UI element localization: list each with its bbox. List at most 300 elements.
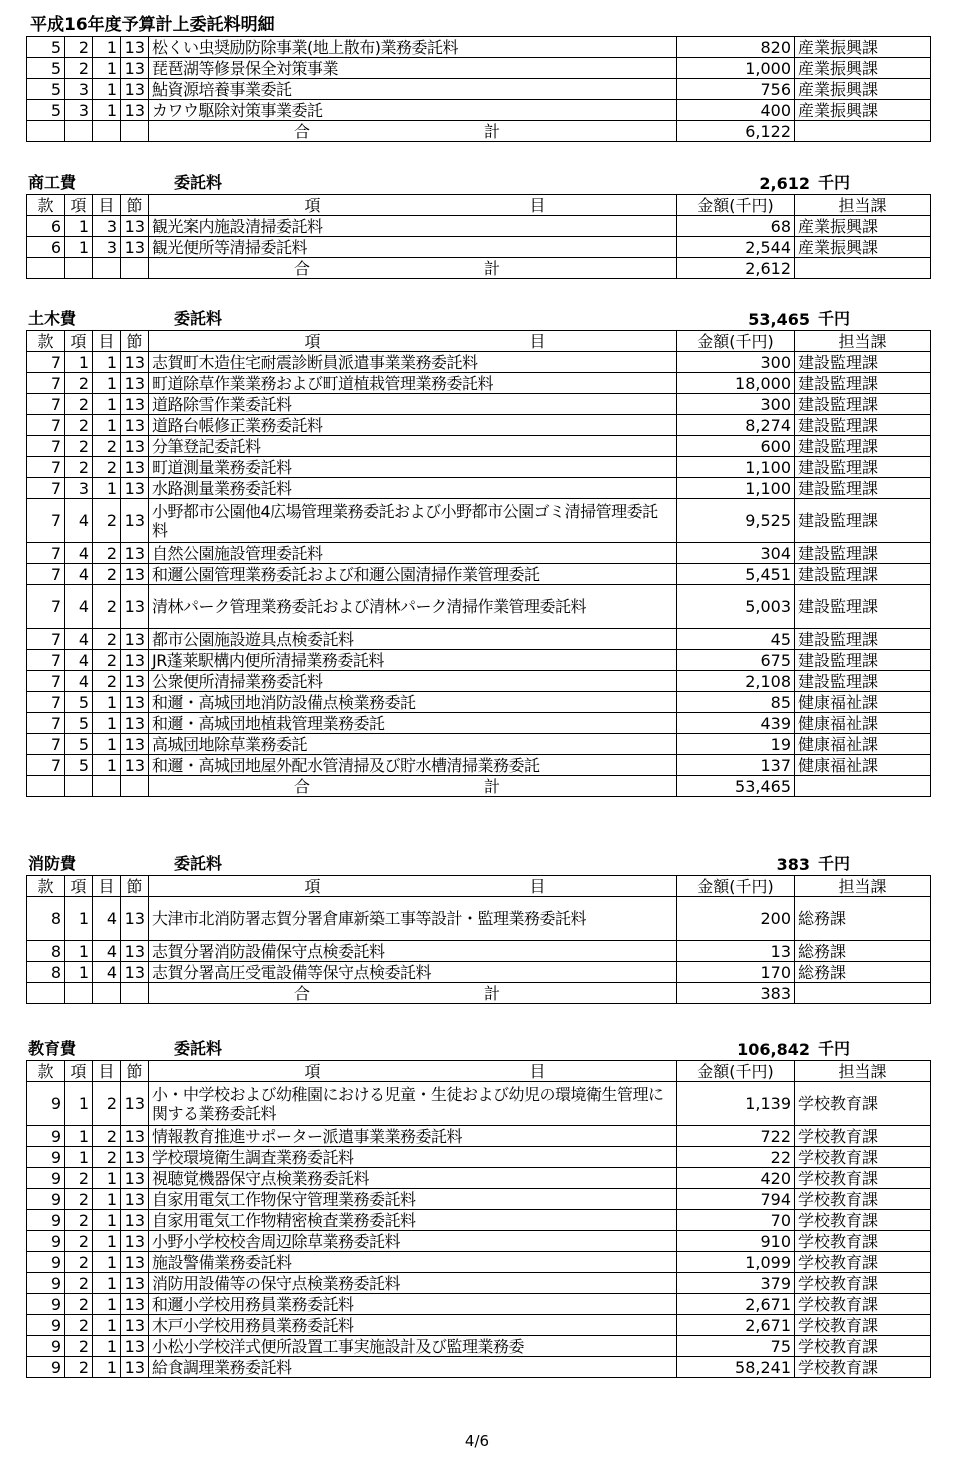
kan-cell: 7 [27, 543, 65, 564]
column-header-item [149, 1061, 677, 1082]
table-row [27, 1252, 931, 1273]
setsu-cell: 13 [121, 897, 149, 941]
kan-cell: 7 [27, 755, 65, 776]
dept-cell: 総務課 [795, 941, 931, 962]
total-label-cell [149, 121, 677, 142]
table-row [27, 1357, 931, 1378]
setsu-cell: 13 [121, 650, 149, 671]
item-name-cell: 観光案内施設清掃委託料 [149, 216, 677, 237]
kou-cell: 2 [65, 1189, 93, 1210]
kan-cell: 7 [27, 499, 65, 543]
section-total: 53,465 [748, 310, 810, 329]
column-header-item-a: 項 [304, 195, 321, 215]
column-header-item [149, 195, 677, 216]
setsu-cell: 13 [121, 1231, 149, 1252]
setsu-cell: 13 [121, 962, 149, 983]
column-header-setsu: 節 [121, 331, 149, 352]
dept-cell: 学校教育課 [795, 1231, 931, 1252]
column-header-amount: 金額(千円) [677, 195, 795, 216]
setsu-cell: 13 [121, 1294, 149, 1315]
moku-cell: 1 [93, 37, 121, 58]
kan-cell: 7 [27, 650, 65, 671]
total-label-cell [149, 983, 677, 1004]
dept-cell: 学校教育課 [795, 1126, 931, 1147]
kou-cell: 2 [65, 58, 93, 79]
setsu-cell: 13 [121, 457, 149, 478]
table-row [27, 1168, 931, 1189]
total-row [27, 258, 931, 279]
kan-cell: 9 [27, 1168, 65, 1189]
amount-cell: 304 [677, 543, 795, 564]
table-row [27, 755, 931, 776]
kou-cell: 4 [65, 650, 93, 671]
item-name-cell: 水路測量業務委託料 [149, 478, 677, 499]
item-name-cell: 視聴覚機器保守点検業務委託料 [149, 1168, 677, 1189]
kou-cell: 2 [65, 1168, 93, 1189]
kan-cell: 6 [27, 237, 65, 258]
dept-cell: 建設監理課 [795, 436, 931, 457]
dept-cell: 産業振興課 [795, 79, 931, 100]
total-amount-cell: 6,122 [677, 121, 795, 142]
setsu-cell: 13 [121, 1189, 149, 1210]
kan-cell: 9 [27, 1210, 65, 1231]
moku-cell: 2 [93, 671, 121, 692]
table-row [27, 962, 931, 983]
column-header-item-b: 目 [529, 331, 546, 351]
item-name-cell: 和邇小学校用務員業務委託料 [149, 1294, 677, 1315]
kou-cell: 2 [65, 373, 93, 394]
column-header-item [149, 876, 677, 897]
item-name-cell: 都市公園施設遊具点検委託料 [149, 629, 677, 650]
table-row [27, 734, 931, 755]
setsu-cell: 13 [121, 373, 149, 394]
moku-cell: 2 [93, 1082, 121, 1126]
section-total: 106,842 [737, 1040, 810, 1059]
item-name-cell: 消防用設備等の保守点検業務委託料 [149, 1273, 677, 1294]
amount-cell: 1,099 [677, 1252, 795, 1273]
kou-cell: 2 [65, 457, 93, 478]
amount-cell: 1,139 [677, 1082, 795, 1126]
column-header-dept: 担当課 [795, 195, 931, 216]
total-label-b: 計 [483, 983, 500, 1003]
kou-cell: 2 [65, 1357, 93, 1378]
moku-cell: 2 [93, 1147, 121, 1168]
empty-cell [27, 776, 65, 797]
budget-table [26, 330, 931, 797]
total-row [27, 776, 931, 797]
dept-cell: 建設監理課 [795, 585, 931, 629]
item-name-cell: 自家用電気工作物精密検査業務委託料 [149, 1210, 677, 1231]
empty-cell [121, 121, 149, 142]
column-header-kan: 款 [27, 1061, 65, 1082]
item-name-cell: 木戸小学校用務員業務委託料 [149, 1315, 677, 1336]
kan-cell: 9 [27, 1357, 65, 1378]
column-header-setsu: 節 [121, 876, 149, 897]
empty-cell [65, 776, 93, 797]
moku-cell: 4 [93, 897, 121, 941]
item-name-cell: 小野都市公園他4広場管理業務委託および小野都市公園ゴミ清掃管理委託料 [149, 499, 677, 543]
kou-cell: 5 [65, 692, 93, 713]
amount-cell: 13 [677, 941, 795, 962]
section-kind: 委託料 [174, 173, 223, 192]
setsu-cell: 13 [121, 352, 149, 373]
kan-cell: 7 [27, 394, 65, 415]
dept-cell: 健康福祉課 [795, 734, 931, 755]
budget-table [26, 194, 931, 279]
total-label-b: 計 [483, 121, 500, 141]
setsu-cell: 13 [121, 1315, 149, 1336]
table-row [27, 650, 931, 671]
setsu-cell: 13 [121, 100, 149, 121]
setsu-cell: 13 [121, 394, 149, 415]
item-name-cell: 観光便所等清掃委託料 [149, 237, 677, 258]
amount-cell: 300 [677, 352, 795, 373]
column-header-moku: 目 [93, 876, 121, 897]
total-amount-cell: 53,465 [677, 776, 795, 797]
section-header [26, 1040, 930, 1060]
empty-cell [65, 258, 93, 279]
section-kind: 委託料 [174, 309, 223, 328]
kou-cell: 4 [65, 585, 93, 629]
total-label-a: 合 [293, 258, 310, 278]
moku-cell: 1 [93, 1168, 121, 1189]
setsu-cell: 13 [121, 1082, 149, 1126]
dept-cell: 産業振興課 [795, 58, 931, 79]
kan-cell: 9 [27, 1294, 65, 1315]
amount-cell: 58,241 [677, 1357, 795, 1378]
column-header-moku: 目 [93, 1061, 121, 1082]
kan-cell: 9 [27, 1315, 65, 1336]
amount-cell: 2,671 [677, 1315, 795, 1336]
amount-cell: 5,451 [677, 564, 795, 585]
moku-cell: 1 [93, 1189, 121, 1210]
amount-cell: 45 [677, 629, 795, 650]
empty-cell [795, 776, 931, 797]
setsu-cell: 13 [121, 1147, 149, 1168]
table-row [27, 394, 931, 415]
total-row [27, 121, 931, 142]
empty-cell [27, 983, 65, 1004]
column-header-item-b: 目 [529, 1061, 546, 1081]
moku-cell: 1 [93, 1231, 121, 1252]
table-row [27, 585, 931, 629]
setsu-cell: 13 [121, 734, 149, 755]
kan-cell: 7 [27, 564, 65, 585]
dept-cell: 建設監理課 [795, 650, 931, 671]
setsu-cell: 13 [121, 713, 149, 734]
empty-cell [27, 258, 65, 279]
table-row [27, 37, 931, 58]
item-name-cell: 公衆便所清掃業務委託料 [149, 671, 677, 692]
amount-cell: 1,000 [677, 58, 795, 79]
column-header-item [149, 331, 677, 352]
amount-cell: 18,000 [677, 373, 795, 394]
table-row [27, 713, 931, 734]
table-row [27, 1147, 931, 1168]
kan-cell: 6 [27, 216, 65, 237]
amount-cell: 5,003 [677, 585, 795, 629]
amount-cell: 794 [677, 1189, 795, 1210]
moku-cell: 2 [93, 499, 121, 543]
table-header-row [27, 876, 931, 897]
moku-cell: 1 [93, 1315, 121, 1336]
kan-cell: 8 [27, 962, 65, 983]
moku-cell: 2 [93, 585, 121, 629]
item-name-cell: 自然公園施設管理委託料 [149, 543, 677, 564]
table-header-row [27, 331, 931, 352]
setsu-cell: 13 [121, 1126, 149, 1147]
setsu-cell: 13 [121, 1210, 149, 1231]
budget-section [26, 174, 930, 279]
amount-cell: 2,108 [677, 671, 795, 692]
table-row [27, 216, 931, 237]
setsu-cell: 13 [121, 1168, 149, 1189]
item-name-cell: 志賀町木造住宅耐震診断員派遣事業業務委託料 [149, 352, 677, 373]
item-name-cell: 小松小学校洋式便所設置工事実施設計及び監理業務委 [149, 1336, 677, 1357]
column-header-kou: 項 [65, 1061, 93, 1082]
kan-cell: 7 [27, 692, 65, 713]
amount-cell: 19 [677, 734, 795, 755]
total-label-cell [149, 776, 677, 797]
kan-cell: 7 [27, 713, 65, 734]
dept-cell: 総務課 [795, 962, 931, 983]
kou-cell: 3 [65, 100, 93, 121]
table-row [27, 100, 931, 121]
moku-cell: 3 [93, 216, 121, 237]
amount-cell: 1,100 [677, 478, 795, 499]
table-header-row [27, 195, 931, 216]
moku-cell: 2 [93, 543, 121, 564]
moku-cell: 2 [93, 650, 121, 671]
item-name-cell: 町道除草作業業務および町道植栽管理業務委託料 [149, 373, 677, 394]
item-name-cell: 道路台帳修正業務委託料 [149, 415, 677, 436]
amount-cell: 2,671 [677, 1294, 795, 1315]
table-row [27, 1315, 931, 1336]
dept-cell: 建設監理課 [795, 415, 931, 436]
empty-cell [121, 983, 149, 1004]
budget-table [26, 875, 931, 1004]
item-name-cell: 志賀分署消防設備保守点検委託料 [149, 941, 677, 962]
amount-cell: 137 [677, 755, 795, 776]
column-header-dept: 担当課 [795, 331, 931, 352]
page-number: 4/6 [464, 1432, 490, 1450]
table-row [27, 1273, 931, 1294]
total-label-cell [149, 258, 677, 279]
setsu-cell: 13 [121, 237, 149, 258]
kou-cell: 2 [65, 1294, 93, 1315]
moku-cell: 1 [93, 373, 121, 394]
empty-cell [93, 776, 121, 797]
moku-cell: 1 [93, 58, 121, 79]
kou-cell: 1 [65, 1147, 93, 1168]
kou-cell: 5 [65, 755, 93, 776]
section-category: 商工費 [28, 173, 77, 192]
section-category: 教育費 [28, 1039, 77, 1058]
moku-cell: 4 [93, 962, 121, 983]
kou-cell: 1 [65, 941, 93, 962]
kou-cell: 3 [65, 478, 93, 499]
item-name-cell: 学校環境衛生調査業務委託料 [149, 1147, 677, 1168]
dept-cell: 建設監理課 [795, 564, 931, 585]
kou-cell: 1 [65, 237, 93, 258]
kan-cell: 9 [27, 1336, 65, 1357]
dept-cell: 建設監理課 [795, 543, 931, 564]
amount-cell: 756 [677, 79, 795, 100]
amount-cell: 75 [677, 1336, 795, 1357]
column-header-moku: 目 [93, 195, 121, 216]
moku-cell: 1 [93, 1336, 121, 1357]
kou-cell: 2 [65, 1273, 93, 1294]
column-header-kan: 款 [27, 331, 65, 352]
amount-cell: 600 [677, 436, 795, 457]
item-name-cell: 琵琶湖等修景保全対策事業 [149, 58, 677, 79]
table-header-row [27, 1061, 931, 1082]
amount-cell: 820 [677, 37, 795, 58]
kan-cell: 7 [27, 671, 65, 692]
moku-cell: 4 [93, 941, 121, 962]
kou-cell: 4 [65, 671, 93, 692]
moku-cell: 1 [93, 478, 121, 499]
amount-cell: 1,100 [677, 457, 795, 478]
empty-cell [121, 776, 149, 797]
item-name-cell: 清林パーク管理業務委託および清林パーク清掃作業管理委託料 [149, 585, 677, 629]
dept-cell: 健康福祉課 [795, 755, 931, 776]
moku-cell: 1 [93, 352, 121, 373]
kou-cell: 1 [65, 352, 93, 373]
kou-cell: 4 [65, 564, 93, 585]
section-unit: 千円 [818, 854, 851, 873]
kan-cell: 7 [27, 373, 65, 394]
amount-cell: 2,544 [677, 237, 795, 258]
moku-cell: 3 [93, 237, 121, 258]
amount-cell: 910 [677, 1231, 795, 1252]
moku-cell: 1 [93, 755, 121, 776]
kou-cell: 2 [65, 436, 93, 457]
kan-cell: 7 [27, 415, 65, 436]
dept-cell: 学校教育課 [795, 1273, 931, 1294]
amount-cell: 379 [677, 1273, 795, 1294]
dept-cell: 建設監理課 [795, 499, 931, 543]
table-row [27, 1082, 931, 1126]
kan-cell: 7 [27, 436, 65, 457]
amount-cell: 439 [677, 713, 795, 734]
item-name-cell: 松くい虫奨励防除事業(地上散布)業務委託料 [149, 37, 677, 58]
kou-cell: 3 [65, 79, 93, 100]
table-row [27, 1294, 931, 1315]
setsu-cell: 13 [121, 1357, 149, 1378]
kou-cell: 4 [65, 499, 93, 543]
budget-section [26, 855, 930, 1004]
column-header-amount: 金額(千円) [677, 876, 795, 897]
kou-cell: 2 [65, 1210, 93, 1231]
item-name-cell: 分筆登記委託料 [149, 436, 677, 457]
dept-cell: 学校教育課 [795, 1336, 931, 1357]
item-name-cell: 小・中学校および幼稚園における児童・生徒および幼児の環境衛生管理に関する業務委託料 [149, 1082, 677, 1126]
kan-cell: 5 [27, 58, 65, 79]
kan-cell: 7 [27, 478, 65, 499]
table-row [27, 564, 931, 585]
kou-cell: 4 [65, 629, 93, 650]
moku-cell: 1 [93, 1252, 121, 1273]
kou-cell: 4 [65, 543, 93, 564]
kan-cell: 7 [27, 585, 65, 629]
moku-cell: 1 [93, 713, 121, 734]
section-kind: 委託料 [174, 854, 223, 873]
dept-cell: 学校教育課 [795, 1252, 931, 1273]
setsu-cell: 13 [121, 415, 149, 436]
empty-cell [795, 258, 931, 279]
setsu-cell: 13 [121, 585, 149, 629]
dept-cell: 産業振興課 [795, 216, 931, 237]
kan-cell: 8 [27, 941, 65, 962]
table-row [27, 58, 931, 79]
item-name-cell: 町道測量業務委託料 [149, 457, 677, 478]
moku-cell: 1 [93, 692, 121, 713]
moku-cell: 2 [93, 457, 121, 478]
section-header [26, 310, 930, 330]
dept-cell: 建設監理課 [795, 671, 931, 692]
item-name-cell: 自家用電気工作物保守管理業務委託料 [149, 1189, 677, 1210]
total-label-a: 合 [293, 121, 310, 141]
kan-cell: 9 [27, 1147, 65, 1168]
budget-table [26, 36, 931, 142]
dept-cell: 建設監理課 [795, 478, 931, 499]
table-row [27, 543, 931, 564]
moku-cell: 1 [93, 1210, 121, 1231]
moku-cell: 1 [93, 1294, 121, 1315]
item-name-cell: 給食調理業務委託料 [149, 1357, 677, 1378]
kan-cell: 9 [27, 1189, 65, 1210]
item-name-cell: 和邇・高城団地植栽管理業務委託 [149, 713, 677, 734]
setsu-cell: 13 [121, 543, 149, 564]
amount-cell: 722 [677, 1126, 795, 1147]
kou-cell: 2 [65, 1231, 93, 1252]
dept-cell: 学校教育課 [795, 1210, 931, 1231]
dept-cell: 学校教育課 [795, 1189, 931, 1210]
page-title: 平成16年度予算計上委託料明細 [30, 15, 275, 35]
item-name-cell: 大津市北消防署志賀分署倉庫新築工事等設計・監理業務委託料 [149, 897, 677, 941]
table-row [27, 897, 931, 941]
total-label-b: 計 [483, 776, 500, 796]
empty-cell [93, 121, 121, 142]
kou-cell: 2 [65, 415, 93, 436]
kou-cell: 1 [65, 897, 93, 941]
setsu-cell: 13 [121, 79, 149, 100]
kou-cell: 5 [65, 734, 93, 755]
column-header-kan: 款 [27, 195, 65, 216]
item-name-cell: JR蓬莱駅構内便所清掃業務委託料 [149, 650, 677, 671]
moku-cell: 1 [93, 734, 121, 755]
item-name-cell: 道路除雪作業委託料 [149, 394, 677, 415]
moku-cell: 1 [93, 79, 121, 100]
kou-cell: 1 [65, 1082, 93, 1126]
column-header-item-b: 目 [529, 876, 546, 896]
kan-cell: 9 [27, 1126, 65, 1147]
dept-cell: 建設監理課 [795, 352, 931, 373]
setsu-cell: 13 [121, 1336, 149, 1357]
item-name-cell: 小野小学校校舎周辺除草業務委託料 [149, 1231, 677, 1252]
dept-cell: 建設監理課 [795, 629, 931, 650]
amount-cell: 420 [677, 1168, 795, 1189]
setsu-cell: 13 [121, 564, 149, 585]
amount-cell: 70 [677, 1210, 795, 1231]
section-unit: 千円 [818, 309, 851, 328]
item-name-cell: 情報教育推進サポーター派遣事業業務委託料 [149, 1126, 677, 1147]
section-unit: 千円 [818, 1039, 851, 1058]
moku-cell: 1 [93, 415, 121, 436]
section-header [26, 174, 930, 194]
table-row [27, 671, 931, 692]
